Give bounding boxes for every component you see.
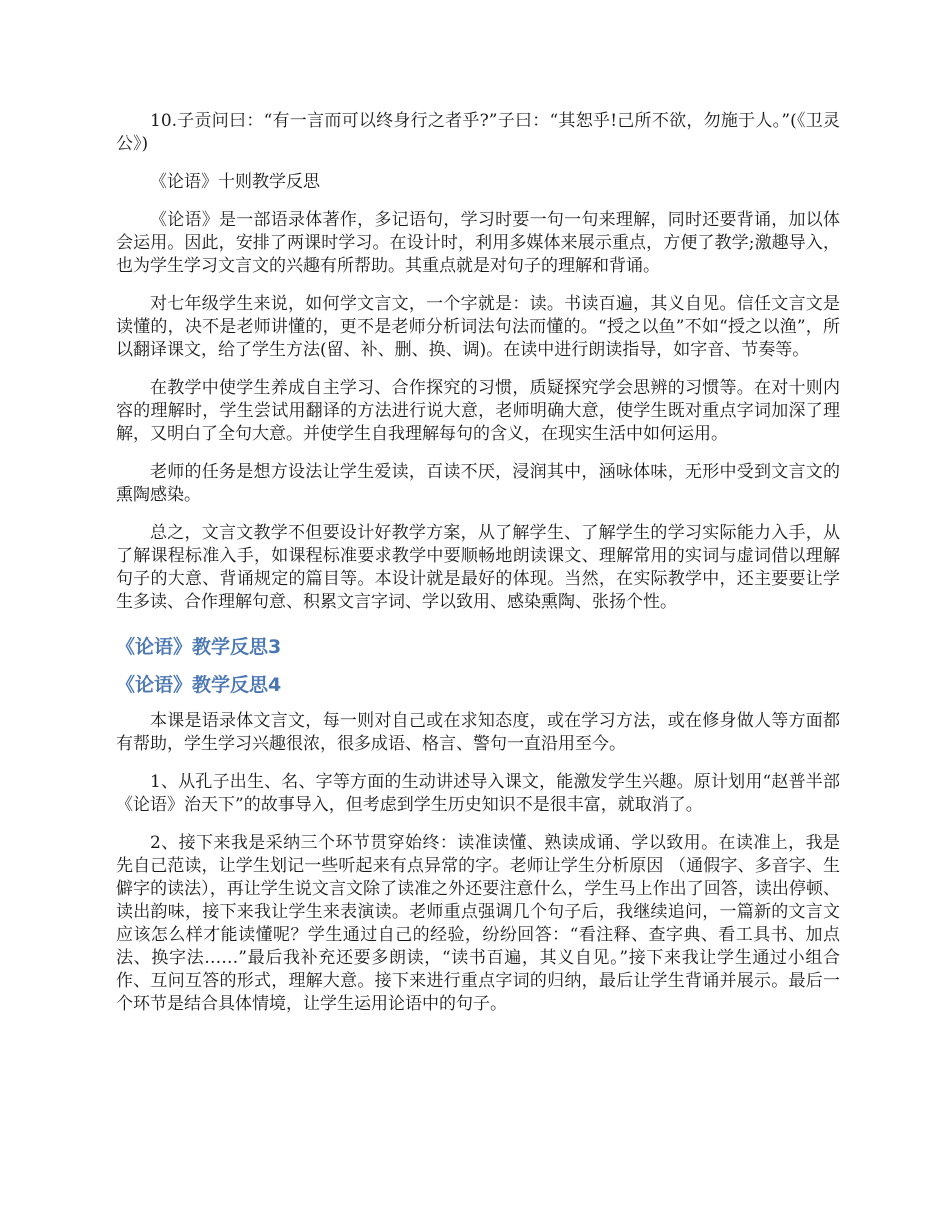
section-heading-3: 《论语》教学反思3: [116, 636, 282, 658]
paragraph-point-2: 2、接下来我是采纳三个环节贯穿始终：读准读懂、熟读成诵、学以致用。在读准上，我是先自己范读，让学生划记一些听起来有点异常的字。老师让学生分析原因 （通假字、多音字、生僻字的读法），再让学生说文言文除了读准之外还要注意什么，学生马上作出了回答，读出停顿、读出韵味，接下来我让学生来表演读。老师重点强调几个句子后，我继续追问，一篇新的文言文应该怎么样才能读懂呢？学生通过自己的经验，纷纷回答：“看注释、查字典、看工具书、加点法、换字法……”最后我补充还要多朗读，“读书百遍，其义自见。”接下来我让学生通过小组合作、互问互答的形式，理解大意。接下来进行重点字词的归纳，最后让学生背诵并展示。最后一个环节是结合具体情境，让学生运用论语中的句子。: [116, 833, 840, 1014]
paragraph-reading-method: 对七年级学生来说，如何学文言文，一个字就是：读。书读百遍，其义自见。信任文言文是读懂的，决不是老师讲懂的，更不是老师分析词法句法而懂的。“授之以鱼”不如“授之以渔”，所以翻译课文，给了学生方法(留、补、删、换、调)。在读中进行朗读指导，如字音、节奏等。: [116, 294, 840, 360]
paragraph-point-1: 1、从孔子出生、名、字等方面的生动讲述导入课文，能激发学生兴趣。原计划用“赵普半部《论语》治天下”的故事导入，但考虑到学生历史知识不是很丰富，就取消了。: [116, 772, 840, 815]
paragraph-subtitle: 《论语》十则教学反思: [150, 172, 320, 192]
paragraph-intro: 《论语》是一部语录体著作，多记语句，学习时要一句一句来理解，同时还要背诵，加以体会运用。因此，安排了两课时学习。在设计时，利用多媒体来展示重点，方便了教学;激趣导入，也为学生学习文言文的兴趣有所帮助。其重点就是对句子的理解和背诵。: [116, 210, 840, 276]
paragraph-lesson-overview: 本课是语录体文言文，每一则对自己或在求知态度，或在学习方法，或在修身做人等方面都有帮助，学生学习兴趣很浓，很多成语、格言、警句一直沿用至今。: [116, 711, 840, 754]
section-heading-4: 《论语》教学反思4: [116, 674, 282, 696]
paragraph-teacher-task: 老师的任务是想方设法让学生爱读，百读不厌，浸润其中，涵咏体味，无形中受到文言文的熏陶感染。: [116, 462, 840, 505]
paragraph-habits: 在教学中使学生养成自主学习、合作探究的习惯，质疑探究学会思辨的习惯等。在对十则内容的理解时，学生尝试用翻译的方法进行说大意，老师明确大意，使学生既对重点字词加深了理解，又明白了全句大意。并使学生自我理解每句的含义，在现实生活中如何运用。: [116, 378, 840, 444]
paragraph-quote-10: 10.子贡问曰：“有一言而可以终身行之者乎?”子曰：“其恕乎!己所不欲，勿施于人。”(《卫灵公》): [116, 111, 840, 154]
paragraph-summary: 总之，文言文教学不但要设计好教学方案，从了解学生、了解学生的学习实际能力入手，从了解课程标准入手，如课程标准要求教学中要顺畅地朗读课文、理解常用的实词与虚词借以理解句子的大意、背诵规定的篇目等。本设计就是最好的体现。当然，在实际教学中，还主要要让学生多读、合作理解句意、积累文言字词、学以致用、感染熏陶、张扬个性。: [116, 523, 840, 612]
document-page: [116, 110, 840, 1031]
